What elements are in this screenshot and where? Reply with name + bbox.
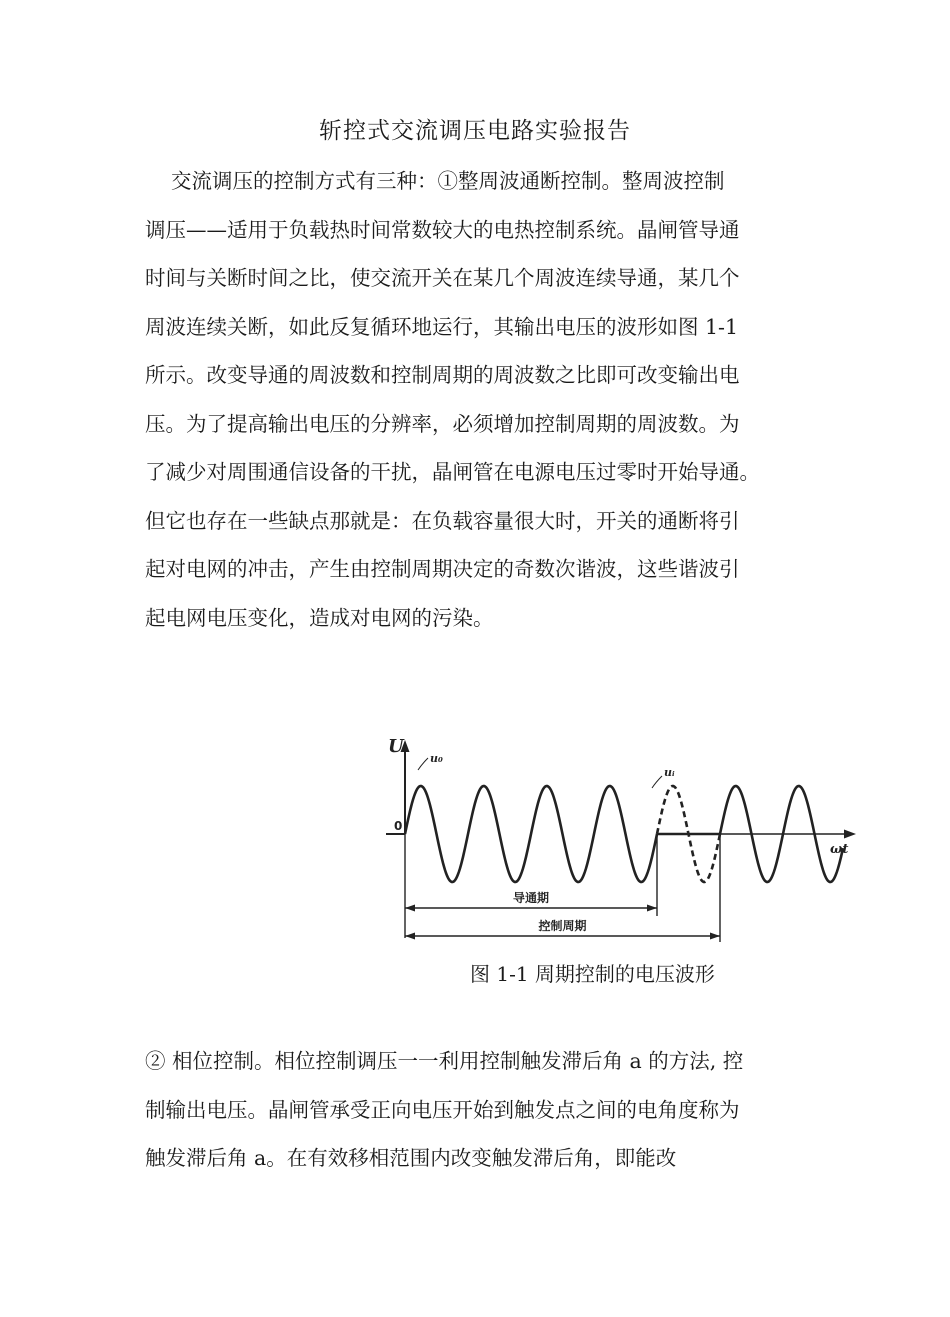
paragraph-integral-cycle-control <box>145 157 825 642</box>
x-axis-label: ωt <box>830 842 849 857</box>
paragraph-line: 起电网电压变化，造成对电网的污染。 <box>145 605 494 630</box>
conduction-arrow-head-right <box>647 905 657 912</box>
document-title: 斩控式交流调压电路实验报告 <box>319 118 631 144</box>
figure-caption: 图 1-1 周期控制的电压波形 <box>470 962 715 986</box>
paragraph-line: 了减少对周围通信设备的干扰，晶闸管在电源电压过零时开始导通。 <box>145 460 760 484</box>
waveform-figure <box>378 730 868 950</box>
control-arrow-head-right <box>710 933 720 940</box>
waveform-diagram <box>378 730 868 950</box>
output-curve-label-leader <box>418 758 428 770</box>
x-axis-arrow <box>844 830 856 839</box>
output-curve-label: u₀ <box>430 752 443 765</box>
paragraph-line: 制输出电压。晶闸管承受正向电压开始到触发点之间的电角度称为 <box>145 1097 740 1122</box>
paragraph-line: 起对电网的冲击，产生由控制周期决定的奇数次谐波，这些谐波引 <box>145 557 740 581</box>
paragraph-phase-control <box>145 1037 825 1183</box>
paragraph-line: 调压——适用于负载热时间常数较大的电热控制系统。晶闸管导通 <box>145 217 740 242</box>
paragraph-line: 时间与关断时间之比，使交流开关在某几个周波连续导通，某几个 <box>145 266 740 290</box>
paragraph-line: 压。为了提高输出电压的分辨率，必须增加控制周期的周波数。为 <box>145 411 740 436</box>
input-curve-label: uᵢ <box>664 766 675 779</box>
conduction-arrow-head-left <box>405 905 415 912</box>
origin-label: 0 <box>394 819 403 833</box>
y-axis-label: U <box>388 736 404 757</box>
paragraph-line: ② 相位控制。相位控制调压一一利用控制触发滞后角 a 的方法, 控 <box>145 1049 744 1073</box>
conduction-period-label: 导通期 <box>512 891 550 905</box>
paragraph-line: 交流调压的控制方式有三种：①整周波通断控制。整周波控制 <box>171 169 725 193</box>
paragraph-line: 周波连续关断，如此反复循环地运行，其输出电压的波形如图 1-1 <box>145 314 739 339</box>
paragraph-line: 所示。改变导通的周波数和控制周期的周波数之比即可改变输出电 <box>145 363 740 387</box>
conduction-segment <box>405 786 657 882</box>
control-period-label: 控制周期 <box>538 919 587 933</box>
control-arrow-head-left <box>405 933 415 940</box>
input-curve-label-leader <box>652 776 662 788</box>
paragraph-line: 但它也存在一些缺点那就是：在负载容量很大时，开关的通断将引 <box>145 508 740 533</box>
paragraph-line: 触发滞后角 a。在有效移相范围内改变触发滞后角，即能改 <box>145 1146 677 1170</box>
